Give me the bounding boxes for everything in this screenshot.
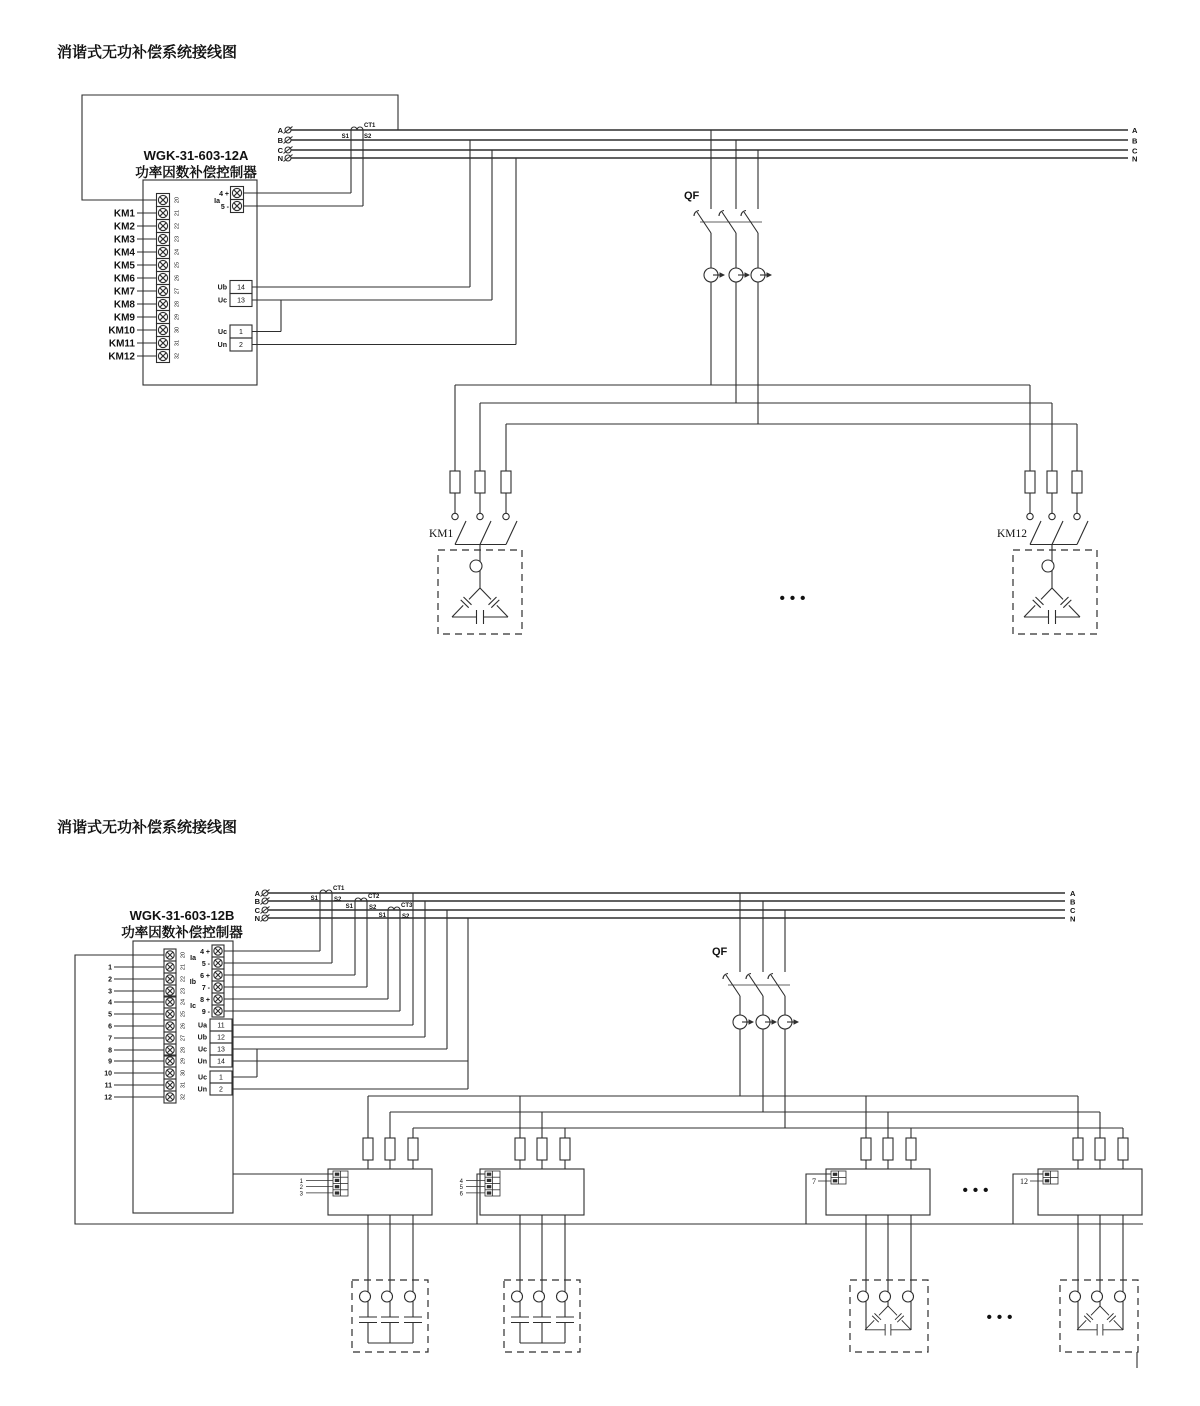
step-label: 12 (104, 1094, 112, 1102)
terminal-number: 20 (180, 951, 187, 959)
phase-label-right: C (1132, 146, 1138, 156)
module-wire-label: 4 (459, 1179, 463, 1185)
contactor-pole (1074, 513, 1088, 544)
ia-label: Ia (214, 198, 220, 205)
terminal-4-label: 4 + (219, 191, 229, 198)
qf-label: QF (684, 190, 700, 202)
terminal-number: 26 (180, 1022, 187, 1030)
step-label: 8 (108, 1047, 112, 1055)
fuse (1072, 471, 1082, 493)
step-label: 11 (104, 1082, 112, 1090)
fuse (475, 471, 485, 493)
terminal-number: 31 (180, 1081, 187, 1089)
ct-ring (704, 268, 725, 282)
capacitor-bank-3 (850, 1215, 928, 1352)
phase-label-right: A (1132, 126, 1138, 135)
terminal-number: 30 (180, 1069, 187, 1077)
terminal-num: 2 (239, 342, 243, 349)
capacitor-plates (359, 1317, 422, 1343)
capacitor-bank-1 (352, 1215, 428, 1352)
ellipsis: ••• (779, 590, 811, 607)
switch-module-12 (1013, 1096, 1142, 1224)
fuse (560, 1138, 570, 1160)
phase-label-left: C (277, 146, 283, 155)
ct-term-label: 5 - (201, 961, 210, 968)
ct-term-label: 7 - (201, 985, 210, 992)
controller-b-model: WGK-31-603-12B (129, 908, 235, 923)
phase-label-left: N (254, 914, 260, 923)
controller-a (82, 95, 516, 385)
terminal-5-label: 5 - (220, 204, 229, 211)
module-connector (485, 1171, 500, 1196)
terminal-number: 20 (174, 196, 181, 204)
module-wire-label: 3 (299, 1191, 303, 1198)
fuse (883, 1138, 893, 1160)
km-label: KM4 (113, 247, 135, 259)
reactor-coil (534, 1291, 545, 1302)
fuse (1073, 1138, 1083, 1160)
bus-lines-1 (278, 126, 1138, 164)
km-label: KM2 (113, 221, 135, 233)
ct-ring (729, 268, 750, 282)
ct-s1: S1 (310, 896, 318, 902)
feeder-lines-2 (368, 1096, 1123, 1128)
terminal-num: 14 (217, 1058, 225, 1066)
ct-s2: S2 (402, 914, 410, 920)
reactor-coil (858, 1291, 869, 1302)
terminal-number: 27 (180, 1034, 187, 1042)
terminal-label: Un (197, 1058, 207, 1066)
fuse (537, 1138, 547, 1160)
diagram-1 (57, 43, 1138, 634)
ellipsis: ••• (986, 1309, 1018, 1326)
fuse (515, 1138, 525, 1160)
capacitor-plates (511, 1317, 574, 1343)
phase-label-left: B (277, 136, 283, 145)
ct-s1: S1 (378, 913, 386, 919)
terminal-number: 21 (180, 963, 187, 971)
phase-label-right: B (1070, 897, 1076, 907)
step-label: 1 (108, 964, 112, 972)
module-wire-label: 12 (1020, 1177, 1028, 1186)
diagram-2 (57, 818, 1143, 1368)
terminal-number: 32 (174, 352, 181, 360)
fuse (501, 471, 511, 493)
module-wire-label: 1 (299, 1179, 303, 1185)
terminal-number: 24 (174, 248, 181, 256)
capacitor-bank-4 (1060, 1215, 1138, 1368)
step-label: 7 (108, 1035, 112, 1043)
contactor-pole (503, 513, 517, 544)
switch-module-1 (233, 1096, 432, 1215)
km-label: KM3 (113, 234, 135, 246)
reactor-coil (360, 1291, 371, 1302)
module-connector (831, 1171, 846, 1184)
terminal-number: 23 (180, 987, 187, 995)
phase-label-left: A (254, 889, 260, 898)
delta-capacitor (865, 1306, 911, 1336)
ct-term-label: 8 + (200, 997, 210, 1004)
diagram-2-title: 消谐式无功补偿系统接线图 (57, 819, 238, 836)
controller-a-model: WGK-31-603-12A (143, 148, 249, 163)
terminal-num: 11 (217, 1022, 225, 1030)
module-wire-label: 7 (812, 1177, 816, 1186)
switch-module-2 (460, 1096, 584, 1224)
reactor-coil (405, 1291, 416, 1302)
ct-ring (778, 1015, 799, 1029)
module-connector (1043, 1171, 1058, 1184)
ct-s2: S2 (334, 897, 342, 903)
reactor-coil (512, 1291, 523, 1302)
reactor-coil (1115, 1291, 1126, 1302)
ct-term-label: 6 + (200, 973, 210, 980)
terminal-number: 31 (174, 339, 181, 347)
km12-branch-label: KM12 (997, 528, 1028, 540)
fuse (1047, 471, 1057, 493)
branch-km12 (997, 385, 1097, 634)
phase-label-left: A (277, 126, 283, 135)
terminal-number: 22 (174, 222, 181, 230)
ct1-transformer (342, 123, 376, 140)
reactor-coil (557, 1291, 568, 1302)
terminal-label: Uc (198, 1046, 207, 1054)
fuse (363, 1138, 373, 1160)
phase-label-right: A (1070, 889, 1076, 898)
km-label: KM6 (113, 273, 135, 285)
ct-transformers-2 (311, 886, 413, 920)
ib-label: Ib (189, 979, 196, 986)
step-label: 10 (104, 1070, 112, 1078)
terminal-number: 22 (180, 975, 187, 983)
terminal-num: 13 (237, 297, 245, 305)
ct-s2: S2 (364, 134, 372, 140)
km-label: KM5 (113, 260, 135, 272)
phase-label-left: C (254, 906, 260, 915)
ct-name: CT3 (401, 903, 413, 909)
reactor-coil (880, 1291, 891, 1302)
phase-label-right: B (1132, 136, 1138, 146)
ct-name: CT1 (364, 123, 376, 129)
km-label: KM8 (113, 299, 135, 311)
contactor-pole (1049, 513, 1063, 544)
ct-s1: S1 (345, 904, 353, 910)
terminal-num: 1 (219, 1074, 223, 1082)
terminal-number: 29 (180, 1057, 187, 1065)
phase-label-right: N (1132, 154, 1138, 164)
terminal-number: 23 (174, 235, 181, 243)
terminal-label: Ub (197, 1034, 207, 1042)
delta-capacitor (452, 588, 508, 624)
reactor-coil (470, 560, 482, 572)
terminal-number: 27 (174, 287, 181, 295)
ct-s2: S2 (369, 905, 377, 911)
terminal-number: 25 (180, 1010, 187, 1018)
reactor-coil (382, 1291, 393, 1302)
phase-label-right: C (1070, 906, 1076, 915)
fuse (450, 471, 460, 493)
ellipsis: ••• (962, 1182, 994, 1199)
diagram-1-title: 消谐式无功补偿系统接线图 (57, 44, 238, 61)
terminal-number: 28 (180, 1046, 187, 1054)
reactor-coil (1092, 1291, 1103, 1302)
terminal-label: Ub (217, 284, 227, 292)
contactor-pole (452, 513, 466, 544)
reactor-coil (1042, 560, 1054, 572)
delta-capacitor (1024, 588, 1080, 624)
branch-km1 (429, 385, 522, 634)
terminal-label: Uc (218, 329, 227, 336)
qf-label: QF (712, 946, 728, 958)
voltage-input-terminals (218, 140, 516, 351)
km-label: KM11 (108, 338, 135, 350)
controller-b-name: 功率因数补偿控制器 (121, 925, 243, 940)
step-label: 2 (108, 976, 112, 984)
capacitor-bank-2 (504, 1215, 580, 1352)
terminal-label: Uc (198, 1074, 207, 1082)
terminal-num: 12 (217, 1034, 225, 1042)
terminal-number: 28 (174, 300, 181, 308)
switch-module-7 (806, 1096, 930, 1224)
terminal-number: 26 (174, 274, 181, 282)
ct-term-label: 4 + (200, 949, 210, 956)
ic-label: Ic (190, 1003, 196, 1010)
fuse (408, 1138, 418, 1160)
fuse (1118, 1138, 1128, 1160)
terminal-label: Un (217, 342, 227, 349)
km-label: KM7 (113, 286, 135, 298)
ia-label: Ia (190, 955, 196, 962)
terminal-strip-left (157, 194, 181, 363)
qf-breaker-1 (684, 130, 772, 424)
step-label: 9 (108, 1058, 112, 1066)
terminal-number: 21 (174, 209, 181, 217)
voltage-input-terminals-2 (198, 893, 468, 1095)
reactor-coil (903, 1291, 914, 1302)
module-wire-label: 5 (459, 1185, 463, 1191)
terminal-label: Ua (198, 1022, 207, 1030)
ct-ring (756, 1015, 777, 1029)
step-output-labels (104, 965, 164, 1102)
phase-label-left: N (277, 154, 283, 163)
terminal-num: 1 (239, 329, 243, 336)
terminal-number: 30 (174, 326, 181, 334)
fuse (906, 1138, 916, 1160)
contactor-pole (477, 513, 491, 544)
delta-capacitor (1077, 1306, 1123, 1336)
ct-term-label: 9 - (201, 1009, 210, 1016)
fuse (1095, 1138, 1105, 1160)
km-label: KM9 (113, 312, 135, 324)
fuse (861, 1138, 871, 1160)
feeder-lines-1 (455, 385, 1077, 424)
km-label: KM10 (108, 325, 135, 337)
controller-a-name: 功率因数补偿控制器 (135, 165, 257, 180)
terminal-label: Uc (218, 297, 227, 305)
ct-ring (733, 1015, 754, 1029)
phase-label-right: N (1070, 914, 1076, 924)
terminal-strip-left-2 (164, 949, 187, 1103)
qf-breaker-2 (712, 893, 799, 1128)
km-output-labels (108, 209, 156, 363)
step-label: 4 (108, 999, 112, 1007)
module-connector (333, 1171, 348, 1196)
terminal-number: 29 (174, 313, 181, 321)
terminal-num: 13 (217, 1046, 225, 1054)
module-wire-label: 2 (299, 1185, 303, 1191)
ct-name: CT2 (368, 894, 380, 900)
km-label: KM12 (108, 351, 135, 363)
reactor-coil (1070, 1291, 1081, 1302)
km-label: KM1 (113, 208, 135, 220)
step-label: 5 (108, 1011, 112, 1019)
contactor-pole (1027, 513, 1041, 544)
module-wire-label: 6 (459, 1191, 463, 1198)
ct-ring (751, 268, 772, 282)
terminal-num: 2 (219, 1086, 223, 1094)
terminal-number: 32 (180, 1093, 187, 1101)
ct-s1: S1 (341, 134, 349, 140)
km1-branch-label: KM1 (429, 528, 454, 540)
fuse (385, 1138, 395, 1160)
phase-label-left: B (254, 897, 260, 906)
fuse (1025, 471, 1035, 493)
step-label: 3 (108, 988, 112, 996)
ct-name: CT1 (333, 886, 345, 892)
terminal-num: 14 (237, 284, 245, 292)
terminal-number: 24 (180, 998, 187, 1006)
terminal-label: Un (197, 1086, 207, 1094)
step-label: 6 (108, 1023, 112, 1031)
terminal-number: 25 (174, 261, 181, 269)
